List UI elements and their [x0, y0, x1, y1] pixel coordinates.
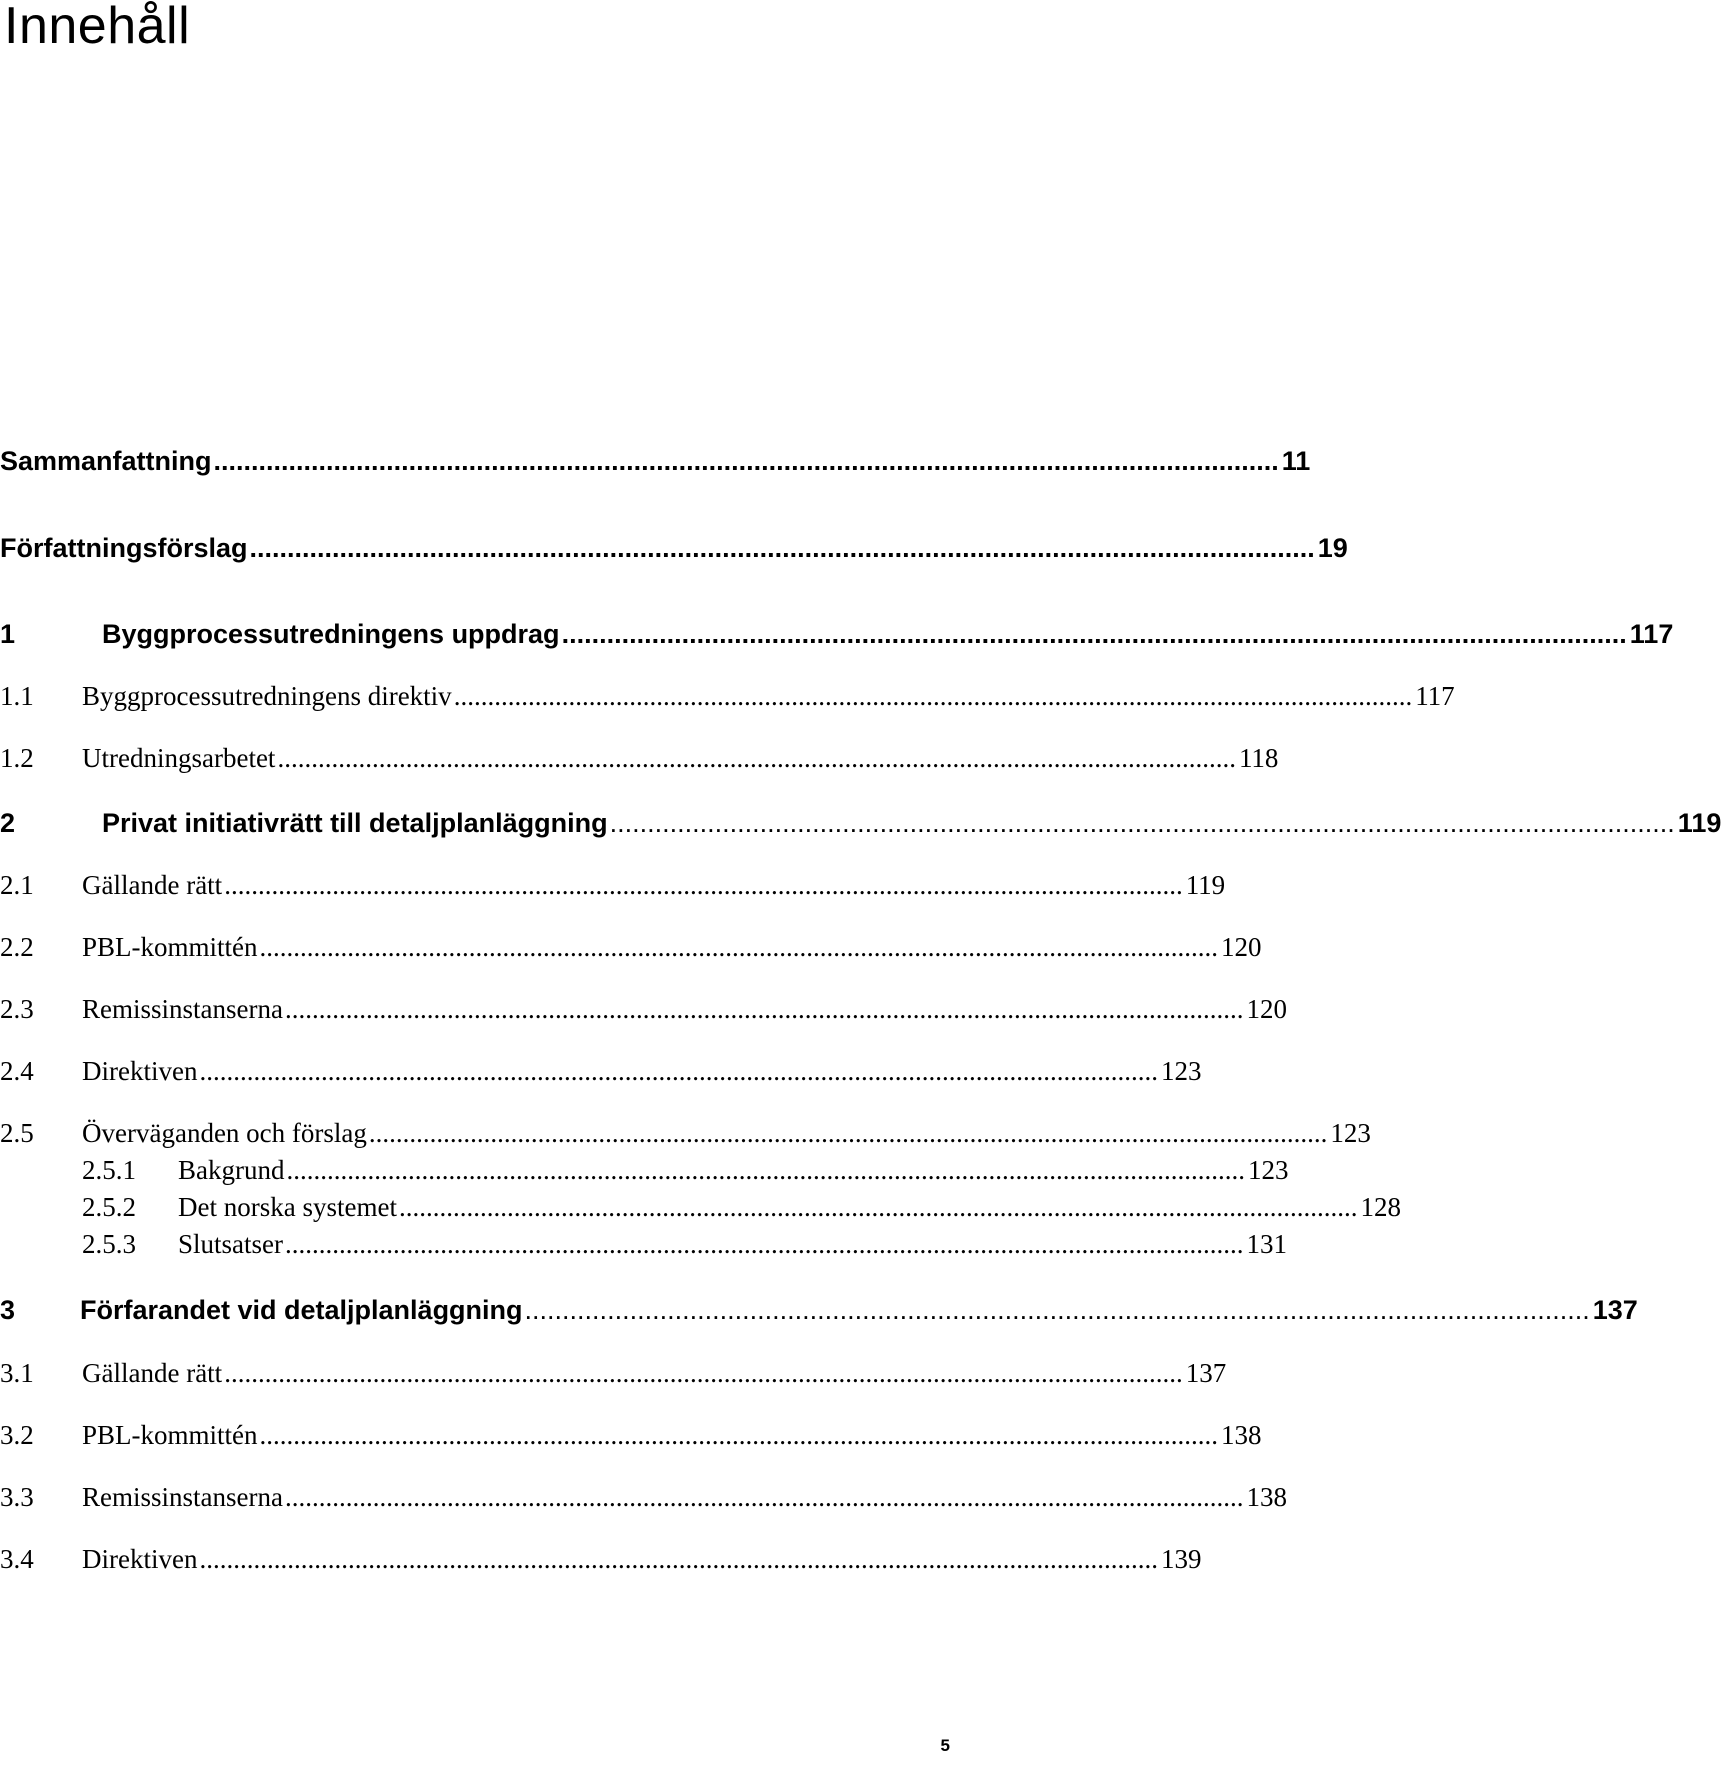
toc-entry[interactable] [0, 533, 1348, 573]
toc-entry[interactable] [0, 1482, 1287, 1522]
toc-page: 120 [1246, 994, 1287, 1024]
toc-number: 1 [0, 619, 16, 649]
toc-label: Byggprocessutredningens uppdrag [102, 619, 560, 649]
toc-page: 120 [1221, 932, 1262, 962]
toc-label: Remissinstanserna [82, 994, 283, 1024]
toc-label: Utredningsarbetet [82, 743, 276, 773]
toc-label: Det norska systemet [178, 1192, 397, 1222]
toc-leader: .............................................................................................................................................. [398, 1192, 1358, 1222]
toc-leader: .............................................................................................................................................. [284, 994, 1244, 1024]
toc-leader: .............................................................................................................................................. [224, 1358, 1183, 1388]
toc-entry[interactable] [0, 1118, 1371, 1158]
toc-number: 2.4 [0, 1056, 34, 1086]
toc-number: 2.5.3 [82, 1229, 136, 1259]
toc-leader: .............................................................................................................................................. [561, 619, 1627, 649]
toc-page: 128 [1360, 1192, 1401, 1222]
toc-entry[interactable] [0, 1544, 1202, 1584]
toc-label: Remissinstanserna [82, 1482, 283, 1512]
page-number: 5 [940, 1736, 950, 1755]
toc-leader: .............................................................................................................................................. [284, 1482, 1244, 1512]
toc-leader: .............................................................................................................................................. [286, 1155, 1245, 1185]
toc-leader: .............................................................................................................................................. [199, 1056, 1158, 1086]
toc-leader: .............................................................................................................................................. [259, 1420, 1218, 1450]
toc-entry[interactable] [0, 619, 1674, 659]
toc-label: Byggprocessutredningens direktiv [82, 681, 452, 711]
toc-page: 131 [1246, 1229, 1287, 1259]
toc-page: 19 [1317, 533, 1348, 563]
toc-page: 138 [1246, 1482, 1287, 1512]
toc-page: 123 [1247, 1155, 1289, 1185]
toc-label: Privat initiativrätt till detaljplanläggning [102, 808, 608, 838]
toc-number: 2.5 [0, 1118, 34, 1148]
toc-number: 2.1 [0, 870, 34, 900]
toc-page: 138 [1221, 1420, 1262, 1450]
toc-entry[interactable] [0, 681, 1455, 721]
toc-label: Författningsförslag [0, 533, 248, 563]
toc-page: 117 [1629, 619, 1674, 649]
toc-page: 123 [1160, 1056, 1202, 1086]
toc-label: Bakgrund [178, 1155, 285, 1185]
toc-number: 3.4 [0, 1544, 34, 1574]
toc-label: PBL-kommittén [82, 1420, 258, 1450]
toc-leader: .............................................................................................................................................. [213, 446, 1279, 476]
toc-label: Förfarandet vid detaljplanläggning [80, 1295, 523, 1325]
toc-page: 119 [1677, 808, 1721, 838]
toc-entry[interactable] [0, 932, 1262, 972]
toc-entry[interactable] [0, 446, 1311, 486]
toc-entry[interactable] [0, 808, 1721, 848]
toc-number: 2.3 [0, 994, 34, 1024]
toc-entry[interactable] [0, 1056, 1202, 1096]
toc-entry[interactable] [0, 743, 1279, 783]
toc-page: 137 [1592, 1295, 1638, 1325]
toc-entry[interactable] [82, 1229, 1287, 1269]
toc-number: 3.3 [0, 1482, 34, 1512]
toc-leader: .............................................................................................................................................. [277, 743, 1236, 773]
toc-label: Slutsatser [178, 1229, 283, 1259]
toc-number: 2.5.1 [82, 1155, 136, 1185]
toc-leader: .............................................................................................................................................. [609, 808, 1675, 838]
toc-page: 139 [1160, 1544, 1202, 1574]
toc-page: 117 [1415, 681, 1455, 711]
toc-entry[interactable] [0, 1420, 1262, 1460]
toc-number: 3.2 [0, 1420, 34, 1450]
toc-leader: .............................................................................................................................................. [524, 1295, 1590, 1325]
toc-number: 1.2 [0, 743, 34, 773]
toc-entry[interactable] [0, 1358, 1227, 1398]
toc-label: Överväganden och förslag [82, 1118, 367, 1148]
toc-leader: .............................................................................................................................................. [259, 932, 1218, 962]
toc-label: PBL-kommittén [82, 932, 258, 962]
toc-leader: .............................................................................................................................................. [285, 1229, 1244, 1259]
toc-entry[interactable] [0, 1295, 1638, 1335]
toc-entry[interactable] [0, 870, 1226, 910]
toc-page: 123 [1330, 1118, 1371, 1148]
toc-page: 137 [1185, 1358, 1227, 1388]
toc-page: 118 [1238, 743, 1279, 773]
toc-number: 2 [0, 808, 16, 838]
toc-number: 3 [0, 1295, 16, 1325]
toc-number: 3.1 [0, 1358, 34, 1388]
toc-entry[interactable] [82, 1155, 1289, 1195]
toc-leader: .............................................................................................................................................. [224, 870, 1183, 900]
page-title: Innehåll [4, 0, 191, 55]
toc-label: Direktiven [82, 1056, 198, 1086]
toc-leader: .............................................................................................................................................. [249, 533, 1315, 563]
toc-entry[interactable] [0, 994, 1287, 1034]
toc-page: 11 [1281, 446, 1311, 476]
toc-label: Direktiven [82, 1544, 198, 1574]
toc-leader: .............................................................................................................................................. [453, 681, 1413, 711]
toc-label: Gällande rätt [82, 870, 223, 900]
toc-leader: .............................................................................................................................................. [199, 1544, 1158, 1574]
toc-label: Gällande rätt [82, 1358, 223, 1388]
toc-page: 119 [1185, 870, 1226, 900]
toc-number: 2.5.2 [82, 1192, 136, 1222]
toc-number: 1.1 [0, 681, 34, 711]
toc-leader: .............................................................................................................................................. [368, 1118, 1328, 1148]
toc-label: Sammanfattning [0, 446, 212, 476]
toc-entry[interactable] [82, 1192, 1401, 1232]
toc-number: 2.2 [0, 932, 34, 962]
